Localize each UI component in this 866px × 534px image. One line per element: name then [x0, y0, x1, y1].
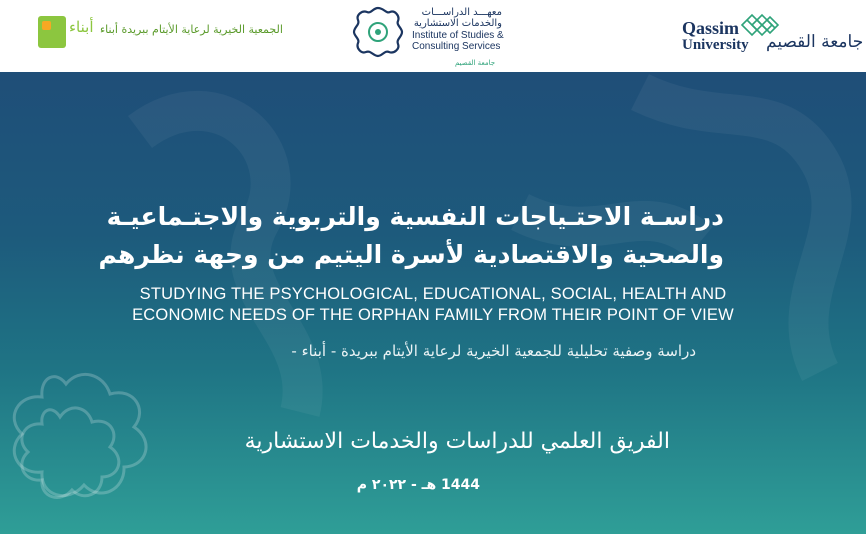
institute-logo — [350, 4, 520, 68]
institute-university-ar: جامعة القصيم — [455, 59, 496, 67]
association-name: الجمعية الخيرية لرعاية الأيتام ببريدة أبناء — [100, 23, 283, 36]
publication-date: 1444 هـ - ٢٠٢٢ م — [356, 477, 480, 493]
university-name-en-line1: Qassim — [682, 18, 740, 38]
institute-name-en-line2: Consulting Services — [412, 41, 501, 52]
abnaa-badge-icon — [38, 16, 66, 48]
logo-header — [0, 0, 866, 72]
report-title-en-line1: STUDYING THE PSYCHOLOGICAL, EDUCATIONAL, SOCIAL, HEALTH AND — [139, 285, 727, 303]
report-title-ar-line2: والصحية والاقتصادية لأسرة اليتيم من وجهة نظرهم — [98, 240, 724, 269]
abnaa-logo-script: أبناء — [69, 18, 94, 36]
cover-hero — [0, 72, 866, 534]
report-title-en — [60, 284, 806, 326]
report-title-en-line2: ECONOMIC NEEDS OF THE ORPHAN FAMILY FROM THEIR POINT OF VIEW — [132, 306, 734, 324]
university-name-en-line2: University — [682, 37, 749, 53]
institute-emblem-icon — [350, 4, 406, 60]
university-name-ar: جامعة القصيم — [766, 32, 864, 52]
institute-name-ar: معهـــد الدراســـات والخدمات الاستشارية — [413, 7, 502, 29]
report-subtitle-ar: دراسة وصفية تحليلية للجمعية الخيرية لرعاية الأيتام ببريدة - أبناء - — [291, 342, 696, 360]
research-team-label: الفريق العلمي للدراسات والخدمات الاستشارية — [244, 429, 670, 454]
report-title-ar-line1: دراسـة الاحتـياجات النفسية والتربوية والاجتـماعيـة — [106, 202, 724, 231]
abnaa-association-logo — [38, 14, 283, 50]
institute-name-en-line1: Institute of Studies & — [412, 30, 504, 41]
report-title-ar — [60, 198, 724, 274]
institute-name-en — [412, 30, 504, 52]
qassim-university-logo — [680, 10, 864, 60]
